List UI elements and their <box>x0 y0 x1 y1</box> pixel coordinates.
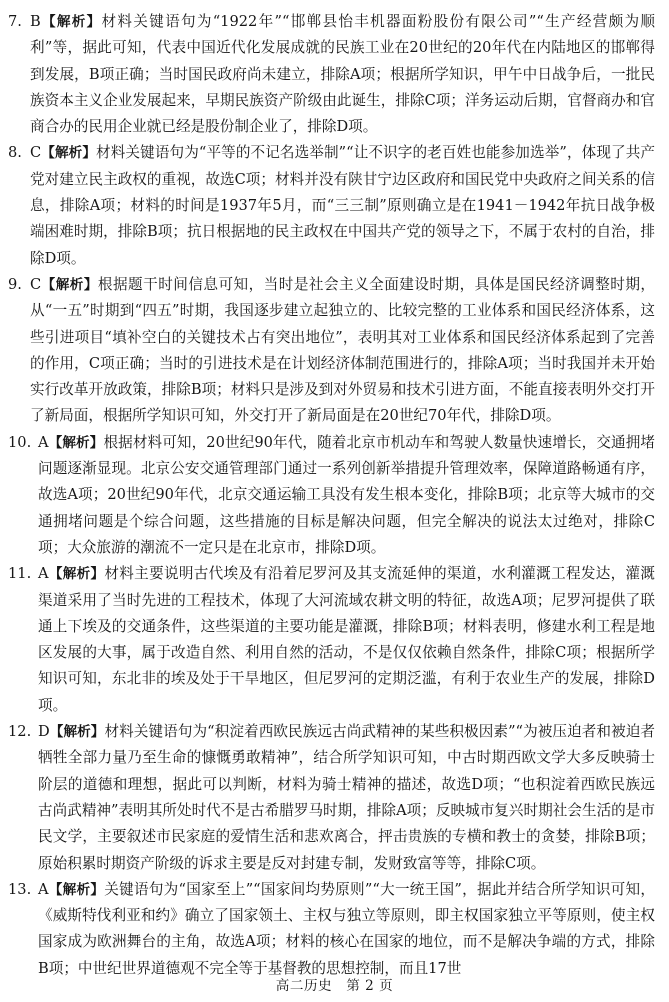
analysis-tag: 【解析】 <box>48 881 105 898</box>
analysis-tag: 【解析】 <box>48 434 104 451</box>
item-number: 8. <box>8 144 22 162</box>
answer-letter: B <box>30 13 41 30</box>
answer-letter: C <box>30 144 42 162</box>
analysis-text: 材料关键语句为“积淀着西欧民族远古尚武精神的某些积极因素”“为被压迫者和被迫者牺牲全部力量乃至生命的慷慨勇敢精神”，结合所学知识可知，中古时期西欧文学大多反映骑士阶层的道德和理想，据此可以判断，材料为骑士精神的描述，故选D项；“也积淀着西欧民族远古尚武精神”表明其所处时代不是古希腊罗马时期，排除A项；反映城市复兴时期社会生活的是市民文学，主要叙述市民家庭的爱情生活和悲欢离合，抨击贵族的专横和教士的贪婪，排除B项；原始积累时期资产阶级的诉求主要是反对封建专制，发财致富等等，排除C项。 <box>38 723 656 872</box>
item-number: 10. <box>8 433 32 451</box>
answer-item-8 <box>8 140 655 271</box>
analysis-tag: 【解析】 <box>49 724 105 741</box>
item-body <box>38 877 655 982</box>
answer-letter: A <box>38 433 49 451</box>
item-body <box>30 140 655 271</box>
item-number: 13. <box>8 880 32 898</box>
answer-item-9 <box>8 272 655 430</box>
analysis-text: 根据材料可知，20世纪90年代，随着北京市机动车和驾驶人数量快速增长，交通拥堵问题逐渐显现。北京公安交通管理部门通过一系列创新举措提升管理效率，保障道路畅通有序，故选A项；20世纪90年代，北京交通运输工具没有发生根本变化，排除B项；北京等大城市的交通拥堵问题是个综合问题，这些措施的目标是解决问题，但完全解决的说法太过绝对，排除C项；大众旅游的潮流不一定只是在北京市，排除D项。 <box>38 433 655 556</box>
analysis-text: 根据题干时间信息可知，当时是社会主义全面建设时期，具体是国民经济调整时期，从“一五”时期到“四五”时期，我国逐步建立起独立的、比较完整的工业体系和国民经济体系，这些引进项目“填补空白的关键技术占有突出地位”，表明其对工业体系和国民经济体系起到了完善的作用，C项正确；当时的引进技术是在计划经济体制范围进行的，排除A项；当时我国并未开始实行改革开放政策，排除B项；材料只是涉及到对外贸易和技术引进方面，不能直接表明外交打开了新局面，根据所学知识可知，外交打开了新局面是在20世纪70年代，排除D项。 <box>30 275 655 425</box>
item-number: 11. <box>8 565 32 583</box>
page-footer: 高二历史 第 2 页 <box>275 978 394 994</box>
item-body <box>38 561 655 719</box>
answer-item-10 <box>8 430 655 561</box>
answer-item-7 <box>8 9 655 140</box>
answer-letter: A <box>38 880 49 898</box>
analysis-tag: 【解析】 <box>41 145 97 162</box>
item-number: 12. <box>8 723 32 741</box>
item-body <box>38 719 655 877</box>
answer-item-13 <box>8 877 655 982</box>
item-number: 9. <box>8 275 22 293</box>
item-body <box>30 272 655 430</box>
answer-item-11 <box>8 561 655 719</box>
item-body <box>38 430 655 561</box>
answer-item-12 <box>8 719 655 877</box>
analysis-tag: 【解析】 <box>41 276 98 293</box>
answer-letter: A <box>38 565 49 583</box>
analysis-tag: 【解析】 <box>48 566 105 583</box>
answer-letter: C <box>30 275 42 293</box>
answer-letter: D <box>38 723 50 741</box>
analysis-text: 关键语句为“国家至上”“国家间均势原则”“大一统王国”，据此并结合所学知识可知，《威斯特伐利亚和约》确立了国家领土、主权与独立等原则，即主权国家独立平等原则，使主权国家成为欧洲舞台的主角，故选A项；材料的核心在国家的地位，而不是解决争端的方式，排除B项；中世纪世界道德观不完全等于基督教的思想控制，而且17世 <box>38 880 655 977</box>
analysis-tag: 【解析】 <box>40 14 102 30</box>
item-body <box>30 9 655 140</box>
analysis-text: 材料关键语句为“平等的不记名选举制”“让不识字的老百姓也能参加选举”，体现了共产党对建立民主政权的重视，故选C项；材料并没有陕甘宁边区政府和国民党中央政府之间关系的信息，排除A项；材料的时间是1937年5月，而“三三制”原则确立是在1941－1942年抗日战争极端困难时期，排除B项；抗日根据地的民主政权在中国共产党的领导之下，不属于农村的自治，排除D项。 <box>30 144 655 267</box>
analysis-text: 材料主要说明古代埃及有沿着尼罗河及其支流延伸的渠道，水利灌溉工程发达，灌溉渠道采用了当时先进的工程技术，体现了大河流域农耕文明的特征，故选A项；尼罗河提供了联通上下埃及的交通条件，这些渠道的主要功能是灌溉，排除B项；材料表明，修建水利工程是地区发展的大事，属于改造自然、利用自然的活动，不是仅仅依赖自然条件，排除C项；根据所学知识可知，东北非的埃及处于干旱地区，但尼罗河的定期泛滥，有利于农业生产的发展，排除D项。 <box>38 565 655 714</box>
item-number: 7. <box>8 13 22 30</box>
analysis-text: 材料关键语句为“1922年”“邯郸县怡丰机器面粉股份有限公司”“生产经营颇为顺利”等，据此可知，代表中国近代化发展成就的民族工业在20世纪的20年代在内陆地区的邯郸得到发展，B项正确；当时国民政府尚未建立，排除A项；根据所学知识，甲午中日战争后，一批民族资本主义企业发展起来，早期民族资产阶级由此诞生，排除C项；洋务运动后期，官督商办和官商合办的民用企业就已经是股份制企业了，排除D项。 <box>30 13 655 136</box>
